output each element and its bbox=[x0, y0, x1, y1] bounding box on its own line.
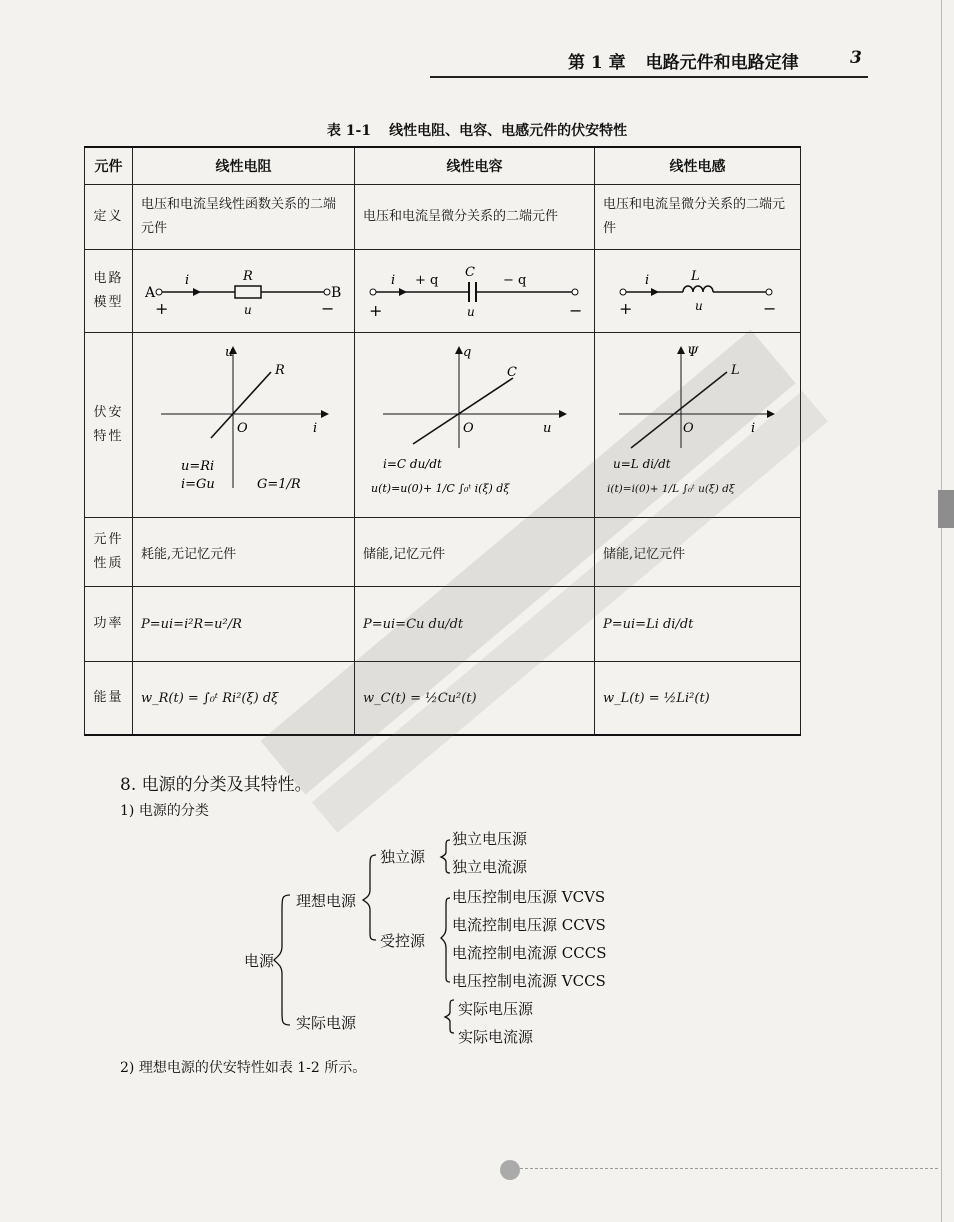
capacitor-va-graph bbox=[363, 338, 585, 508]
minus-sign: − bbox=[569, 301, 583, 320]
line-label: C bbox=[507, 365, 517, 380]
property-resistor: 耗能,无记忆元件 bbox=[133, 518, 355, 587]
row-label-model-1: 电路 bbox=[93, 271, 124, 286]
definition-capacitor: 电压和电流呈微分关系的二端元件 bbox=[355, 185, 595, 250]
equation-1: i=C du/dt bbox=[383, 457, 442, 471]
capacitor-symbol bbox=[363, 258, 585, 320]
resistance-label: R bbox=[243, 269, 253, 284]
row-label-prop-2: 性质 bbox=[93, 556, 124, 571]
table-title: 线性电阻、电容、电感元件的伏安特性 bbox=[389, 123, 628, 139]
plus-q-label: + q bbox=[415, 273, 439, 288]
tree-controlled-source: 受控源 bbox=[380, 932, 426, 950]
capacitance-label: C bbox=[465, 265, 475, 280]
chapter-title: 电路元件和电路定律 bbox=[645, 53, 799, 73]
row-label-model bbox=[85, 250, 133, 333]
va-resistor bbox=[133, 333, 355, 518]
row-label-va-1: 伏安 bbox=[93, 405, 124, 420]
current-label: i bbox=[391, 273, 396, 288]
col-header-capacitor: 线性电容 bbox=[355, 147, 595, 185]
row-label-power: 功率 bbox=[85, 587, 133, 662]
row-property bbox=[85, 518, 801, 587]
power-inductor: P=ui=Li di/dt bbox=[595, 587, 801, 662]
row-definition bbox=[85, 185, 801, 250]
energy-inductor: w_L(t) = ½Li²(t) bbox=[595, 662, 801, 736]
tree-real-source: 实际电源 bbox=[296, 1014, 357, 1032]
section-title: 8. 电源的分类及其特性。 bbox=[120, 775, 312, 795]
node-a-label: A bbox=[145, 285, 156, 301]
property-inductor: 储能,记忆元件 bbox=[595, 518, 801, 587]
tree-real-current: 实际电流源 bbox=[458, 1028, 534, 1046]
tree-ccvs: 电流控制电压源 CCVS bbox=[452, 916, 606, 934]
col-header-element: 元件 bbox=[85, 147, 133, 185]
row-label-va-2: 特性 bbox=[93, 429, 124, 444]
y-axis-label: Ψ bbox=[687, 345, 699, 360]
row-energy bbox=[85, 662, 801, 736]
equation-1: u=L di/dt bbox=[613, 457, 671, 471]
origin-label: O bbox=[237, 421, 248, 436]
va-inductor bbox=[595, 333, 801, 518]
model-capacitor bbox=[355, 250, 595, 333]
element-table bbox=[84, 146, 801, 736]
row-label-va bbox=[85, 333, 133, 518]
definition-resistor: 电压和电流呈线性函数关系的二端元件 bbox=[133, 185, 355, 250]
energy-resistor: w_R(t) = ∫₀ᵗ Ri²(ξ) dξ bbox=[133, 662, 355, 736]
model-inductor bbox=[595, 250, 801, 333]
line-label: L bbox=[731, 363, 740, 378]
voltage-label: u bbox=[244, 303, 252, 317]
property-capacitor: 储能,记忆元件 bbox=[355, 518, 595, 587]
plus-sign: + bbox=[155, 299, 169, 318]
subsection-classification: 1) 电源的分类 bbox=[120, 803, 209, 819]
minus-sign: − bbox=[321, 299, 335, 318]
minus-sign: − bbox=[763, 299, 777, 318]
row-label-property bbox=[85, 518, 133, 587]
tree-root: 电源 bbox=[244, 952, 275, 970]
equation-1: u=Ri bbox=[181, 459, 215, 474]
tree-real-voltage: 实际电压源 bbox=[458, 1000, 534, 1018]
row-label-definition: 定义 bbox=[85, 185, 133, 250]
tree-cccs: 电流控制电流源 CCCS bbox=[452, 944, 607, 962]
page-bottom-edge bbox=[520, 1168, 938, 1169]
row-power bbox=[85, 587, 801, 662]
inductance-label: L bbox=[691, 269, 700, 284]
x-axis-label: i bbox=[751, 421, 756, 436]
resistor-va-graph bbox=[141, 338, 345, 508]
row-label-model-2: 模型 bbox=[93, 295, 124, 310]
tree-ideal-source: 理想电源 bbox=[296, 892, 357, 910]
voltage-label: u bbox=[467, 305, 475, 319]
tree-vcvs: 电压控制电压源 VCVS bbox=[452, 888, 606, 906]
scan-mark bbox=[500, 1160, 520, 1180]
x-axis-label: i bbox=[313, 421, 318, 436]
row-va-characteristic bbox=[85, 333, 801, 518]
page-tab bbox=[938, 490, 954, 528]
resistor-symbol bbox=[141, 258, 345, 320]
x-axis-label: u bbox=[543, 421, 552, 436]
equation-3: G=1/R bbox=[257, 477, 301, 492]
equation-2: u(t)=u(0)+ 1/C ∫₀ᵗ i(ξ) dξ bbox=[371, 482, 510, 495]
y-axis-label: u bbox=[225, 345, 234, 360]
tree-independent-source: 独立源 bbox=[380, 848, 426, 866]
power-capacitor: P=ui=Cu du/dt bbox=[355, 587, 595, 662]
row-label-prop-1: 元件 bbox=[93, 532, 124, 547]
running-header bbox=[568, 48, 862, 73]
inductor-va-graph bbox=[603, 338, 791, 508]
tree-ind-current: 独立电流源 bbox=[452, 858, 528, 876]
table-caption bbox=[0, 120, 954, 140]
current-label: i bbox=[185, 273, 190, 288]
energy-capacitor: w_C(t) = ½Cu²(t) bbox=[355, 662, 595, 736]
source-classification-tree bbox=[0, 820, 954, 1060]
equation-2: i=Gu bbox=[181, 477, 215, 492]
table-header-row bbox=[85, 147, 801, 185]
minus-q-label: − q bbox=[503, 273, 527, 288]
equation-2: i(t)=i(0)+ 1/L ∫₀ᵗ u(ξ) dξ bbox=[607, 483, 735, 495]
page-number: 3 bbox=[850, 48, 862, 68]
origin-label: O bbox=[683, 421, 694, 436]
plus-sign: + bbox=[619, 299, 633, 318]
va-capacitor bbox=[355, 333, 595, 518]
voltage-label: u bbox=[695, 299, 703, 313]
col-header-inductor: 线性电感 bbox=[595, 147, 801, 185]
row-model bbox=[85, 250, 801, 333]
header-rule bbox=[430, 76, 868, 78]
row-label-energy: 能量 bbox=[85, 662, 133, 736]
tree-ind-voltage: 独立电压源 bbox=[452, 830, 528, 848]
plus-sign: + bbox=[369, 301, 383, 320]
power-resistor: P=ui=i²R=u²/R bbox=[133, 587, 355, 662]
col-header-resistor: 线性电阻 bbox=[133, 147, 355, 185]
tree-vccs: 电压控制电流源 VCCS bbox=[452, 972, 606, 990]
current-label: i bbox=[645, 273, 650, 288]
chapter-number: 第 1 章 bbox=[568, 53, 626, 73]
node-b-label: B bbox=[331, 285, 342, 301]
subsection-ideal-characteristic: 2) 理想电源的伏安特性如表 1-2 所示。 bbox=[120, 1060, 367, 1076]
table-label: 表 1-1 bbox=[326, 123, 372, 139]
model-resistor bbox=[133, 250, 355, 333]
origin-label: O bbox=[463, 421, 474, 436]
inductor-symbol bbox=[603, 258, 791, 320]
y-axis-label: q bbox=[463, 345, 472, 360]
line-label: R bbox=[275, 363, 285, 378]
definition-inductor: 电压和电流呈微分关系的二端元件 bbox=[595, 185, 801, 250]
